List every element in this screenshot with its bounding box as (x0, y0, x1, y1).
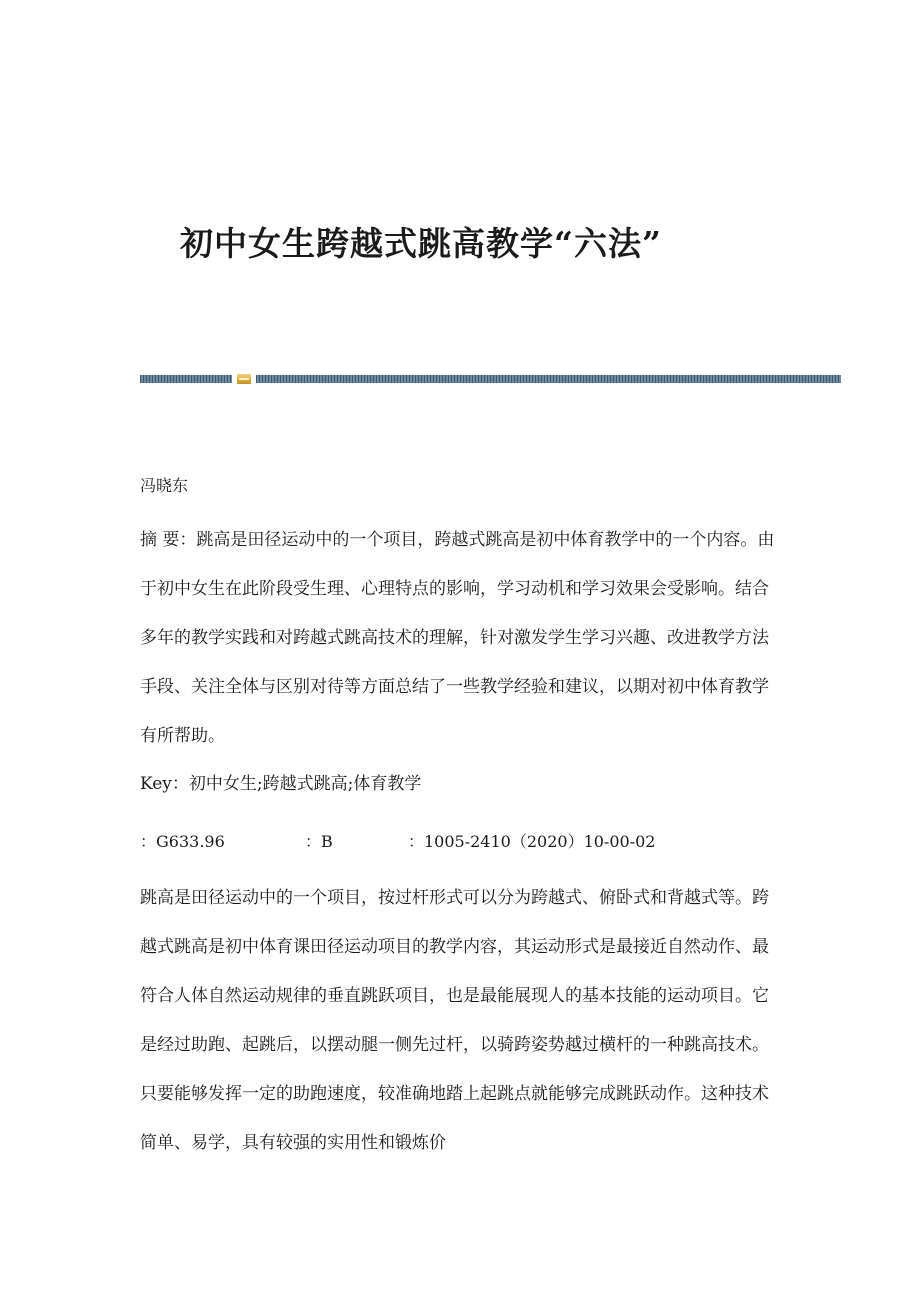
abstract-text: 跳高是田径运动中的一个项目，跨越式跳高是初中体育教学中的一个内容。由于初中女生在此阶段受生理、心理特点的影响，学习动机和学习效果会受影响。结合多年的教学实践和对跨越式跳高技术的理解，针对激发学生学习兴趣、改进教学方法手段、关注全体与区别对待等方面总结了一些教学经验和建议，以期对初中体育教学有所帮助。 (140, 530, 775, 746)
article-id: ：1005-2410（2020）10-00-02 (408, 832, 656, 851)
author-name: 冯晓东 (140, 476, 189, 495)
title-divider-left (140, 375, 232, 383)
keywords-label: Key： (140, 774, 189, 794)
title-divider-right (256, 375, 841, 383)
clc-number: ：G633.96 (140, 832, 225, 851)
abstract-paragraph (140, 516, 785, 761)
keywords-line (140, 760, 785, 809)
document-code: ：B (305, 832, 333, 851)
abstract-label: 摘 要： (140, 530, 197, 550)
article-title: 初中女生跨越式跳高教学“六法” (180, 224, 662, 263)
body-paragraph: 跳高是田径运动中的一个项目，按过杆形式可以分为跨越式、俯卧式和背越式等。跨越式跳高是初中体育课田径运动项目的教学内容，其运动形式是最接近自然动作、最符合人体自然运动规律的垂直跳跃项目，也是最能展现人的基本技能的运动项目。它是经过助跑、起跳后，以摆动腿一侧先过杆，以骑跨姿势越过横杆的一种跳高技术。只要能够发挥一定的助跑速度，较准确地踏上起跳点就能够完成跳跃动作。这种技术简单、易学，具有较强的实用性和锻炼价 (140, 888, 769, 1153)
divider-ornament-icon (236, 373, 252, 385)
keywords-text: 初中女生;跨越式跳高;体育教学 (188, 774, 422, 794)
